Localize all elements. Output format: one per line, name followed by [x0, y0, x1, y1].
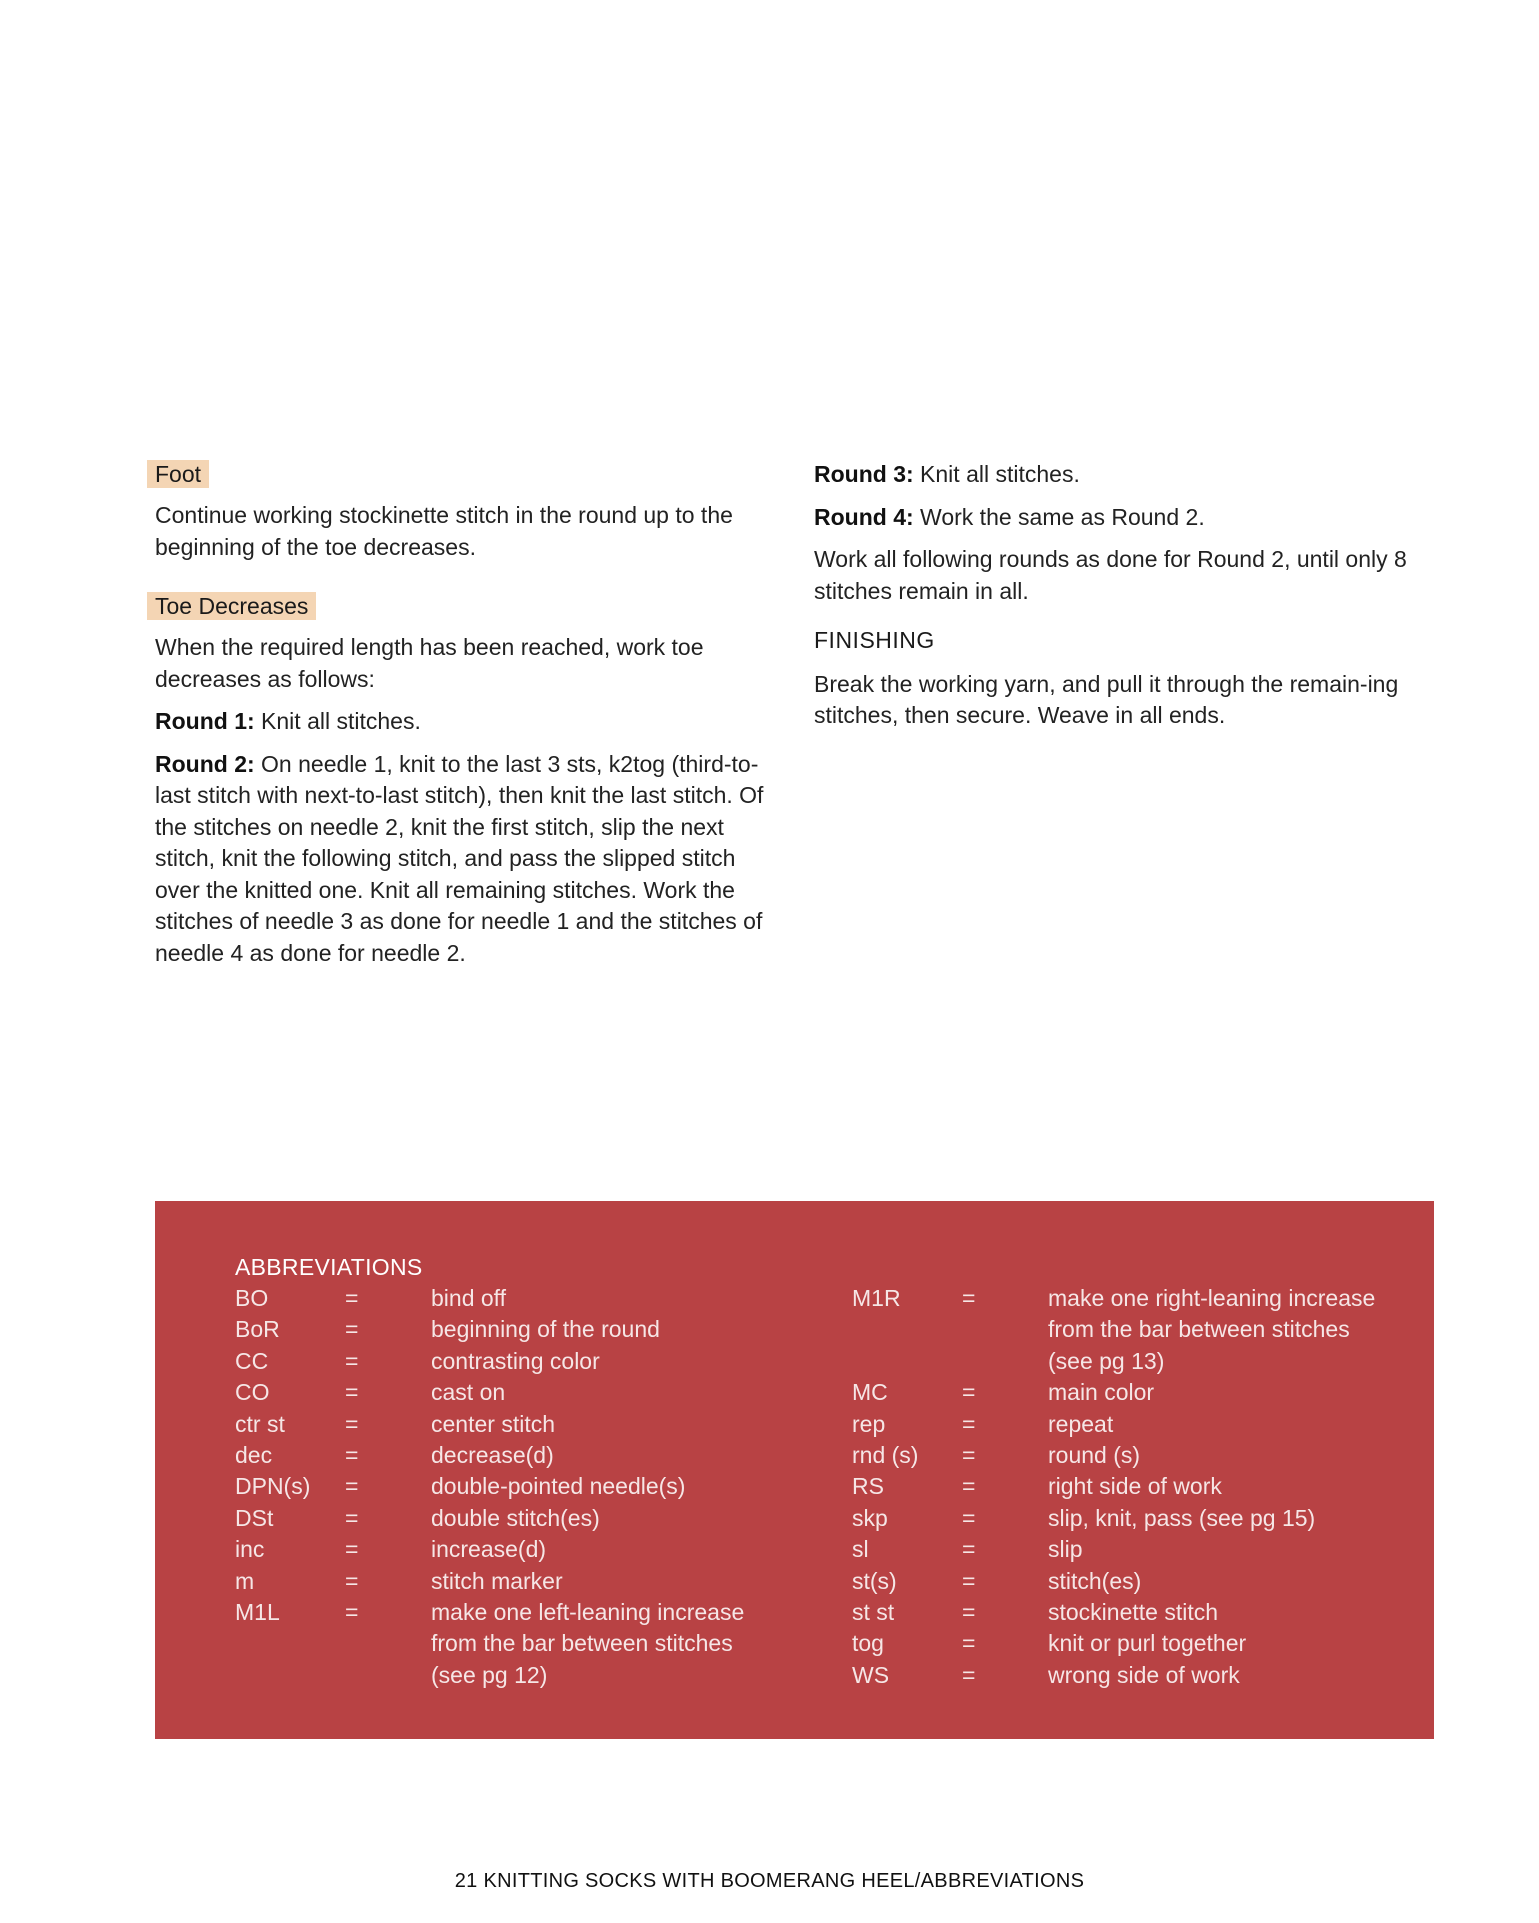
abbreviation-term: sl — [852, 1536, 869, 1563]
abbreviation-definition: stockinette stitch — [1048, 1599, 1219, 1626]
abbreviation-definition: contrasting color — [431, 1347, 600, 1374]
abbreviation-definition: make one left-leaning increase — [431, 1599, 745, 1626]
abbreviation-term: st(s) — [852, 1567, 897, 1594]
abbreviation-definition-continued: (see pg 12) — [431, 1661, 548, 1688]
abbreviation-equals: = — [345, 1473, 359, 1500]
abbreviation-row — [235, 1314, 791, 1345]
abbreviation-equals: = — [345, 1410, 359, 1437]
abbreviation-equals: = — [962, 1473, 976, 1500]
abbreviation-definition: wrong side of work — [1048, 1661, 1240, 1688]
abbreviation-definition: right side of work — [1048, 1473, 1222, 1500]
round-2-text: On needle 1, knit to the last 3 sts, k2tog (third-to-last stitch with next-to-last stitch), then knit the last stitch. Of the stitches on needle 2, knit the first stitch, slip the next stitch, knit the following stitch, and pass the slipped stitch over the knitted one. Knit all remaining stitches. Work the stitches of needle 3 as done for needle 1 and the stitches of needle 4 as done for needle 2. — [155, 750, 764, 966]
abbreviation-equals: = — [962, 1442, 976, 1469]
abbreviation-definition-continued: from the bar between stitches — [1048, 1316, 1350, 1343]
abbreviation-term: M1L — [235, 1599, 280, 1626]
abbreviation-equals: = — [345, 1442, 359, 1469]
abbreviation-equals: = — [962, 1536, 976, 1563]
round-1 — [155, 706, 780, 738]
abbreviation-term: tog — [852, 1630, 884, 1657]
abbreviation-definition-continued: from the bar between stitches — [431, 1630, 733, 1657]
abbreviation-equals: = — [345, 1316, 359, 1343]
round-1-label: Round 1: — [155, 708, 255, 734]
round-2-label: Round 2: — [155, 750, 255, 777]
round-4 — [814, 502, 1454, 534]
abbreviation-row — [852, 1409, 1408, 1440]
abbreviation-definition: round (s) — [1048, 1442, 1141, 1469]
abbreviation-equals: = — [962, 1599, 976, 1626]
round-3-label: Round 3: — [814, 461, 914, 487]
abbreviation-term: st st — [852, 1599, 895, 1626]
abbreviation-row — [235, 1440, 791, 1471]
abbreviation-row — [852, 1597, 1408, 1628]
finishing-heading: FINISHING — [814, 627, 935, 653]
abbreviation-definition: double-pointed needle(s) — [431, 1473, 686, 1500]
abbreviation-row — [852, 1660, 1408, 1691]
abbreviation-row — [852, 1440, 1408, 1471]
abbreviation-definition: main color — [1048, 1379, 1155, 1406]
abbreviation-definition: slip, knit, pass (see pg 15) — [1048, 1504, 1316, 1531]
abbreviation-definition: center stitch — [431, 1410, 555, 1437]
abbreviation-row — [852, 1628, 1408, 1659]
abbreviation-definition: increase(d) — [431, 1536, 547, 1563]
abbreviations-left-column — [235, 1283, 791, 1691]
foot-text: Continue working stockinette stitch in the round up to the beginning of the toe decreases. — [155, 502, 733, 560]
round-4-label: Round 4: — [814, 503, 914, 530]
abbreviation-row — [235, 1566, 791, 1597]
abbreviation-definition: decrease(d) — [431, 1442, 554, 1469]
abbreviation-term: rnd (s) — [852, 1442, 919, 1469]
abbreviation-equals: = — [345, 1567, 359, 1594]
abbreviation-equals: = — [962, 1567, 976, 1594]
round-3 — [814, 459, 1454, 491]
abbreviation-row — [235, 1346, 791, 1377]
abbreviation-equals: = — [345, 1379, 359, 1406]
abbreviation-term: rep — [852, 1410, 886, 1437]
abbreviation-row — [235, 1471, 791, 1502]
abbreviations-right-column — [852, 1283, 1408, 1691]
abbreviation-term: inc — [235, 1536, 265, 1563]
abbreviation-definition: double stitch(es) — [431, 1504, 600, 1531]
abbreviation-row — [235, 1283, 791, 1314]
abbreviation-equals: = — [345, 1347, 359, 1374]
abbreviation-term: CC — [235, 1347, 269, 1374]
abbreviation-equals: = — [345, 1504, 359, 1531]
abbreviation-definition: make one right-leaning increase — [1048, 1285, 1376, 1311]
abbreviations-title: ABBREVIATIONS — [235, 1254, 423, 1280]
abbreviation-row — [235, 1597, 791, 1628]
abbreviation-term: CO — [235, 1379, 270, 1406]
abbreviation-row — [235, 1377, 791, 1408]
abbreviation-definition: beginning of the round — [431, 1316, 660, 1343]
abbreviation-term: BO — [235, 1285, 269, 1311]
finishing-text: Break the working yarn, and pull it through the remain-ing stitches, then secure. Weave in all ends. — [814, 670, 1399, 728]
abbreviation-equals: = — [962, 1410, 976, 1437]
abbreviation-row — [852, 1503, 1408, 1534]
round-1-text: Knit all stitches. — [254, 708, 421, 734]
abbreviation-row — [235, 1503, 791, 1534]
abbreviation-row — [852, 1377, 1408, 1408]
page-footer: 21 KNITTING SOCKS WITH BOOMERANG HEEL/ABBREVIATIONS — [454, 1870, 1085, 1892]
abbreviation-definition: cast on — [431, 1379, 506, 1406]
abbreviation-equals: = — [962, 1504, 976, 1531]
right-column — [814, 459, 1454, 743]
abbreviation-definition: knit or purl together — [1048, 1630, 1247, 1657]
toe-intro: When the required length has been reached, work toe decreases as follows: — [155, 634, 704, 692]
abbreviation-definition: slip — [1048, 1536, 1083, 1563]
abbreviation-term: m — [235, 1567, 255, 1594]
abbreviation-row — [852, 1283, 1408, 1314]
abbreviation-definition: stitch(es) — [1048, 1567, 1142, 1594]
abbreviation-row — [235, 1409, 791, 1440]
abbreviation-term: M1R — [852, 1285, 901, 1311]
abbreviation-equals: = — [962, 1285, 976, 1311]
abbreviation-equals: = — [345, 1536, 359, 1563]
abbreviation-definition: repeat — [1048, 1410, 1114, 1437]
abbreviation-row — [852, 1534, 1408, 1565]
abbreviation-term: DPN(s) — [235, 1473, 311, 1500]
abbreviation-term: BoR — [235, 1316, 280, 1343]
round-2 — [155, 749, 780, 970]
abbreviation-term: RS — [852, 1473, 884, 1500]
abbreviation-definition-continued: (see pg 13) — [1048, 1347, 1165, 1374]
abbreviation-term: MC — [852, 1379, 888, 1406]
abbreviation-definition: bind off — [431, 1285, 507, 1311]
toe-decreases-heading: Toe Decreases — [147, 592, 316, 620]
abbreviation-term: ctr st — [235, 1410, 285, 1437]
abbreviation-row — [852, 1566, 1408, 1597]
abbreviation-term: WS — [852, 1661, 890, 1688]
abbreviation-term: dec — [235, 1442, 273, 1469]
abbreviation-term: DSt — [235, 1504, 274, 1531]
abbreviation-equals: = — [345, 1285, 359, 1311]
abbreviation-equals: = — [962, 1630, 976, 1657]
left-column — [155, 459, 780, 980]
abbreviation-row — [235, 1534, 791, 1565]
abbreviation-equals: = — [962, 1379, 976, 1406]
following-rounds-text: Work all following rounds as done for Round 2, until only 8 stitches remain in all. — [814, 546, 1407, 604]
abbreviation-equals: = — [345, 1599, 359, 1626]
abbreviation-equals: = — [962, 1661, 976, 1688]
abbreviations-box — [155, 1201, 1434, 1739]
abbreviation-definition: stitch marker — [431, 1567, 563, 1594]
round-3-text: Knit all stitches. — [913, 461, 1080, 487]
abbreviation-row — [852, 1471, 1408, 1502]
abbreviation-term: skp — [852, 1504, 888, 1531]
round-4-text: Work the same as Round 2. — [913, 503, 1205, 530]
foot-heading: Foot — [147, 460, 209, 488]
